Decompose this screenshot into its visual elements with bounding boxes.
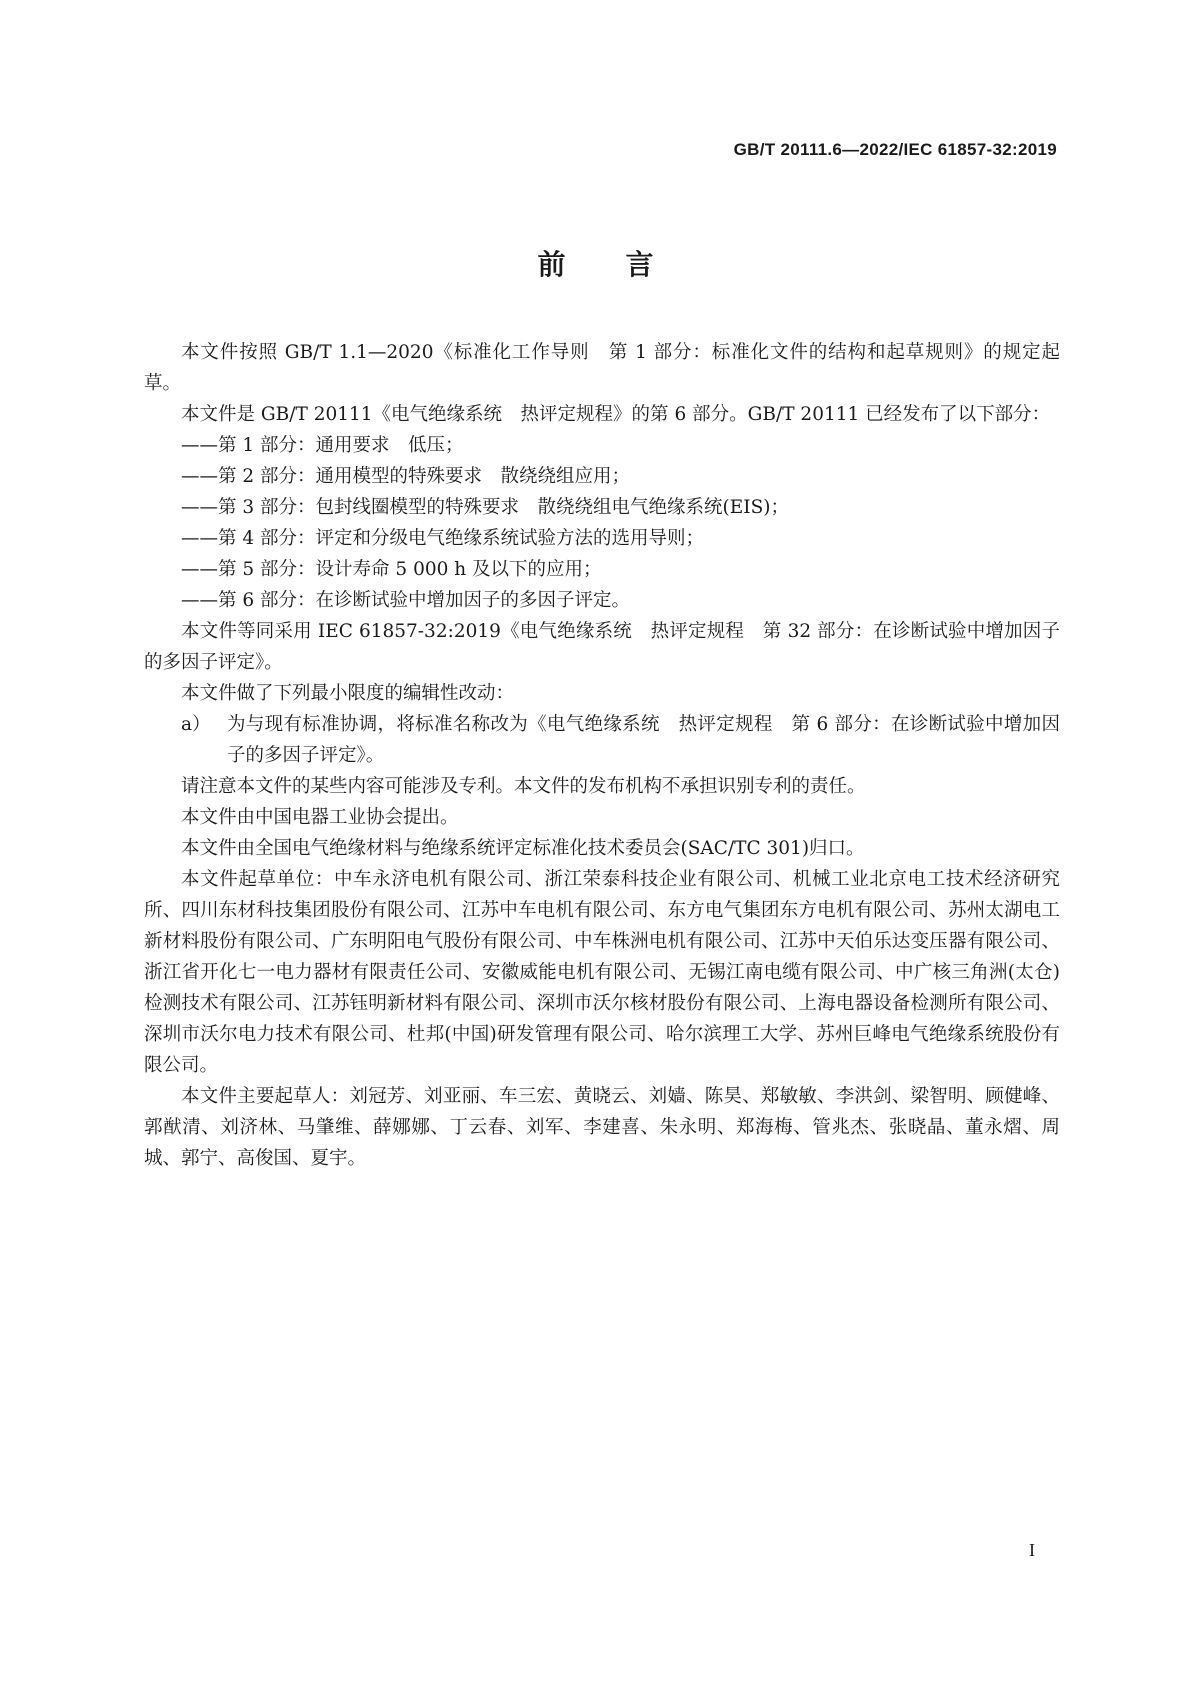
list-item-part-2: ——第 2 部分：通用模型的特殊要求 散绕绕组应用； — [181, 466, 631, 487]
standard-code-header: GB/T 20111.6—2022/IEC 61857-32:2019 — [733, 140, 1057, 159]
parts-list — [144, 430, 1060, 616]
list-item-part-4: ——第 4 部分：评定和分级电气绝缘系统试验方法的选用导则； — [181, 528, 705, 549]
change-item-a — [144, 709, 1060, 771]
page-title: 前言 — [537, 248, 714, 281]
foreword-body — [144, 337, 1060, 1174]
paragraph-technical-committee: 本文件由全国电气绝缘材料与绝缘系统评定标准化技术委员会(SAC/TC 301)归口。 — [181, 838, 865, 859]
list-item-part-6: ——第 6 部分：在诊断试验中增加因子的多因子评定。 — [181, 590, 631, 611]
list-item-part-1: ——第 1 部分：通用要求 低压； — [181, 435, 464, 456]
paragraph-drafting-rules: 本文件按照 GB/T 1.1—2020《标准化工作导则 第 1 部分：标准化文件的结构和起草规则》的规定起草。 — [144, 342, 1060, 394]
paragraph-proposer: 本文件由中国电器工业协会提出。 — [181, 807, 459, 828]
paragraph-patent-notice: 请注意本文件的某些内容可能涉及专利。本文件的发布机构不承担识别专利的责任。 — [181, 776, 866, 797]
list-item-part-3: ——第 3 部分：包封线圈模型的特殊要求 散绕绕组电气绝缘系统(EIS)； — [181, 497, 789, 518]
change-text: 为与现有标准协调，将标准名称改为《电气绝缘系统 热评定规程 第 6 部分：在诊断试验中增加因子的多因子评定》。 — [227, 714, 1060, 766]
paragraph-editorial-changes: 本文件做了下列最小限度的编辑性改动： — [181, 683, 515, 704]
paragraph-drafters: 本文件主要起草人：刘冠芳、刘亚丽、车三宏、黄晓云、刘嫱、陈昊、郑敏敏、李洪剑、梁智明、顾健峰、郭猷清、刘济林、马肇维、薛娜娜、丁云春、刘军、李建喜、朱永明、郑海梅、管兆杰、张晓晶、董永熠、周城、郭宁、高俊国、夏宇。 — [144, 1086, 1060, 1169]
paragraph-equivalence: 本文件等同采用 IEC 61857-32:2019《电气绝缘系统 热评定规程 第 32 部分：在诊断试验中增加因子的多因子评定》。 — [144, 621, 1060, 673]
paragraph-drafting-units: 本文件起草单位：中车永济电机有限公司、浙江荣泰科技企业有限公司、机械工业北京电工技术经济研究所、四川东材科技集团股份有限公司、江苏中车电机有限公司、东方电气集团东方电机有限公司、苏州太湖电工新材料股份有限公司、广东明阳电气股份有限公司、中车株洲电机有限公司、江苏中天伯乐达变压器有限公司、浙江省开化七一电力器材有限责任公司、安徽威能电机有限公司、无锡江南电缆有限公司、中广核三角洲(太仓)检测技术有限公司、江苏钰明新材料有限公司、深圳市沃尔核材股份有限公司、上海电器设备检测所有限公司、深圳市沃尔电力技术有限公司、杜邦(中国)研发管理有限公司、哈尔滨理工大学、苏州巨峰电气绝缘系统股份有限公司。 — [144, 869, 1060, 1076]
page-number: I — [1029, 1540, 1035, 1560]
change-marker: a） — [181, 714, 211, 735]
list-item-part-5: ——第 5 部分：设计寿命 5 000 h 及以下的应用； — [181, 559, 602, 580]
paragraph-series-intro: 本文件是 GB/T 20111《电气绝缘系统 热评定规程》的第 6 部分。GB/T 20111 已经发布了以下部分： — [181, 404, 1051, 425]
